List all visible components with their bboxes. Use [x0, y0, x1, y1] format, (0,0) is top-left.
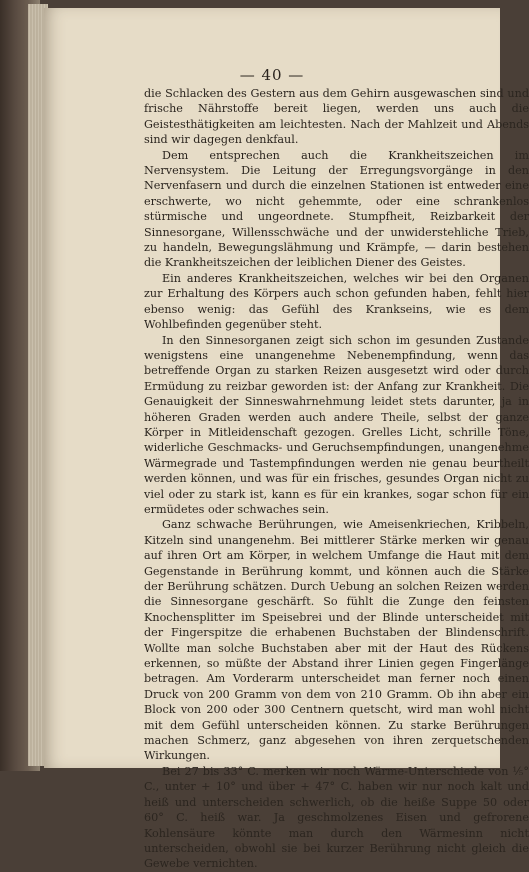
body-text	[144, 86, 529, 871]
paragraph: Ganz schwache Berührungen, wie Ameisenkriechen, Kribbeln, Kitzeln sind unangenehm. Bei mittlerer Stärke merken wir genau auf ihren Ort am Körper, in welchem Umfange die Haut mit dem Gegenstande in Berührung kommt, und können auch die Stärke der Berührung schätzen. Durch Uebung an solchen Reizen werden die Sinnesorgane geschärft. So fühlt die Zunge den feinsten Knochensplitter im Speisebrei und der Blinde unterscheidet mit der Fingerspitze die erhabenen Buchstaben der Blindenschrift. Wollte man solche Buchstaben aber mit der Haut des Rückens erkennen, so müßte der Abstand ihrer Linien gegen Fingerlänge betragen. Am Vorderarm unterscheidet man ferner noch einen Druck von 200 Gramm von dem von 210 Gramm. Ob ihn aber ein Block von 200 oder 300 Centnern quetscht, wird man wohl nicht mit dem Gefühl unterscheiden können. Zu starke Berührungen machen Schmerz, ganz abgesehen von ihren zerquetschenden Wirkungen.	[144, 518, 529, 763]
paragraph: Bei 27 bis 33° C. merken wir noch Wärme-Unterschiede von ⅕° C., unter + 10° und über + 47° C. haben wir nur noch kalt und heiß und unterscheiden schwerlich, ob die heiße Suppe 50 oder 60° C. heiß war. Ja geschmolzenes Eisen und gefrorene Kohlensäure könnte man durch den Wärmesinn nicht unterscheiden, obwohl sie bei kurzer Berührung nicht gleich die Gewebe vernichten.	[144, 764, 529, 871]
book-page	[44, 8, 529, 871]
page-number: — 40 —	[239, 66, 305, 84]
paragraph: In den Sinnesorganen zeigt sich schon im gesunden Zustande wenigstens eine unangenehme Nebenempfindung, wenn das betreffende Organ zu starken Reizen ausgesetzt wird oder durch Ermüdung zu reizbar geworden ist: der Anfang zur Krankheit. Die Genauigkeit der Sinneswahrnehmung leidet stets darunter, ja in höheren Graden werden auch andere Theile, selbst der ganze Körper in Mitleidenschaft gezogen. Grelles Licht, schrille Töne, widerliche Geschmacks- und Geruchsempfindungen, unangenehme Wärmegrade und Tastempfindungen werden nie genau beurtheilt werden können, und was für ein frisches, gesundes Organ nicht zu viel oder zu stark ist, kann es für ein krankes, sogar schon für ein ermüdetes oder schwaches sein.	[144, 333, 529, 516]
paragraph: Ein anderes Krankheitszeichen, welches wir bei den Organen zur Erhaltung des Körpers auch schon gefunden haben, fehlt hier ebenso wenig: das Gefühl des Krankseins, wie es dem Wohlbefinden gegenüber steht.	[144, 271, 529, 332]
paragraph: die Schlacken des Gestern aus dem Gehirn ausgewaschen sind und frische Nährstoffe bereit liegen, werden uns auch die Geistesthätigkeiten am leichtesten. Nach der Mahlzeit und Abends sind wir dagegen denkfaul.	[144, 87, 529, 147]
paragraph: Dem entsprechen auch die Krankheitszeichen im Nervensystem. Die Leitung der Erregungsvorgänge in den Nervenfasern und durch die einzelnen Stationen ist entweder eine erschwerte, wo nicht gehemmte, oder eine schrankenlos stürmische und ungeordnete. Stumpfheit, Reizbarkeit der Sinnesorgane, Willensschwäche und der unwiderstehliche Trieb, zu handeln, Bewegungslähmung und Krämpfe, — darin bestehen die Krankheitszeichen der leiblichen Diener des Geistes.	[144, 148, 529, 270]
